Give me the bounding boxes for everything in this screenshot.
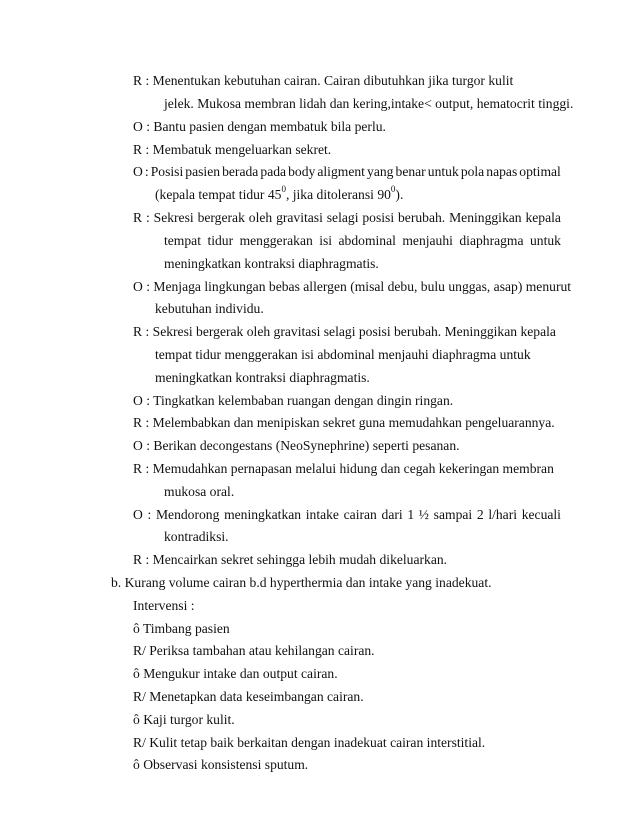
text-word: yang [367, 164, 394, 179]
list-item: ô Observasi konsistensi sputum. [133, 757, 309, 772]
text-line: R : Sekresi bergerak oleh gravitasi selagi posisi berubah. Meninggikan kepala [133, 324, 556, 339]
text-line: R/ Kulit tetap baik berkaitan dengan inadekuat cairan interstitial. [133, 735, 486, 750]
text-word: Posisi [150, 164, 184, 179]
text-word: berada [222, 164, 259, 179]
text-word: 2 [476, 507, 484, 522]
text-word: : [144, 164, 149, 179]
text-word: dari [381, 507, 403, 522]
text-word: ½ [418, 507, 429, 522]
text-word: l/hari [488, 507, 518, 522]
superscript: 0 [281, 184, 286, 195]
text-word: : [145, 210, 150, 225]
text-word: untuk [529, 233, 561, 248]
section-heading: b. Kurang volume cairan b.d hyperthermia dan intake yang inadekuat. [111, 575, 492, 590]
list-item: ô Timbang pasien [133, 621, 230, 636]
text-word: abdominal [338, 233, 396, 248]
text-word: tidur [207, 233, 234, 248]
list-item: ô Mengukur intake dan output cairan. [133, 666, 338, 681]
text-word: benar [395, 164, 426, 179]
text-line-justified [164, 233, 561, 249]
text-word: pola [460, 164, 485, 179]
text-word: kecuali [521, 507, 561, 522]
text-word: gravitasi [276, 210, 323, 225]
text-word: oleh [248, 210, 273, 225]
text-word: 1 [407, 507, 415, 522]
text-word: Sekresi [153, 210, 194, 225]
text-word: Mendorong [155, 507, 220, 522]
text-fragment: ). [395, 187, 404, 202]
list-item: ô Kaji turgor kulit. [133, 712, 235, 727]
text-word: O [133, 164, 143, 179]
text-line: O : Bantu pasien dengan membatuk bila perlu. [133, 119, 386, 134]
text-word: selagi [326, 210, 359, 225]
text-line: O : Menjaga lingkungan bebas allergen (misal debu, bulu unggas, asap) menurut [133, 279, 572, 294]
text-word: meningkatkan [224, 507, 302, 522]
text-word: O [133, 507, 143, 522]
text-line [155, 184, 404, 203]
text-word: tempat [164, 233, 201, 248]
text-word: pasien [185, 164, 221, 179]
text-word: intake [305, 507, 339, 522]
text-word: napas [486, 164, 518, 179]
text-line: R : Membatuk mengeluarkan sekret. [133, 142, 332, 157]
text-line: meningkatkan kontraksi diaphragmatis. [164, 256, 379, 271]
text-line: tempat tidur menggerakan isi abdominal menjauhi diaphragma untuk [155, 347, 531, 362]
text-line: R : Menentukan kebutuhan cairan. Cairan dibutuhkan jika turgor kulit [133, 73, 514, 88]
text-line: kontradiksi. [164, 529, 229, 544]
text-word: posisi [362, 210, 395, 225]
text-word: menggerakan [239, 233, 313, 248]
text-word: bergerak [197, 210, 245, 225]
text-line: R : Mencairkan sekret sehingga lebih mudah dikeluarkan. [133, 552, 448, 567]
text-line-justified [133, 507, 561, 523]
superscript: 0 [390, 184, 396, 195]
text-line: R/ Menetapkan data keseimbangan cairan. [133, 689, 364, 704]
text-word: optimal [519, 164, 561, 179]
text-line: Intervensi : [133, 598, 195, 613]
text-word: : [147, 507, 152, 522]
text-line: O : Berikan decongestans (NeoSynephrine) seperti pesanan. [133, 438, 460, 453]
text-word: sampai [433, 507, 473, 522]
text-word: body [288, 164, 316, 179]
text-word: Meninggikan [449, 210, 522, 225]
text-line: O : Tingkatkan kelembaban ruangan dengan dingin ringan. [133, 393, 454, 408]
text-line: R : Melembabkan dan menipiskan sekret guna memudahkan pengeluarannya. [133, 415, 555, 430]
text-word: cairan [343, 507, 377, 522]
text-line-justified [133, 164, 561, 180]
text-line: meningkatkan kontraksi diaphragmatis. [155, 370, 370, 385]
text-word: berubah. [398, 210, 446, 225]
text-word: untuk [427, 164, 459, 179]
text-line: R : Memudahkan pernapasan melalui hidung dan cegah kekeringan membran [133, 461, 554, 476]
text-fragment: (kepala tempat tidur 45 [155, 187, 282, 202]
text-line-justified [133, 210, 561, 226]
text-line: R/ Periksa tambahan atau kehilangan cairan. [133, 643, 375, 658]
text-line: mukosa oral. [164, 484, 235, 499]
text-word: R [133, 210, 143, 225]
text-line: kebutuhan individu. [155, 301, 264, 316]
text-fragment: , jika ditoleransi 90 [285, 187, 391, 202]
text-line: jelek. Mukosa membran lidah dan kering,intake< output, hematocrit tinggi. [164, 96, 574, 111]
text-word: pada [260, 164, 287, 179]
text-word: diaphragma [459, 233, 524, 248]
text-word: aligment [317, 164, 365, 179]
text-word: menjauhi [402, 233, 453, 248]
text-word: isi [319, 233, 333, 248]
text-word: kepala [525, 210, 561, 225]
